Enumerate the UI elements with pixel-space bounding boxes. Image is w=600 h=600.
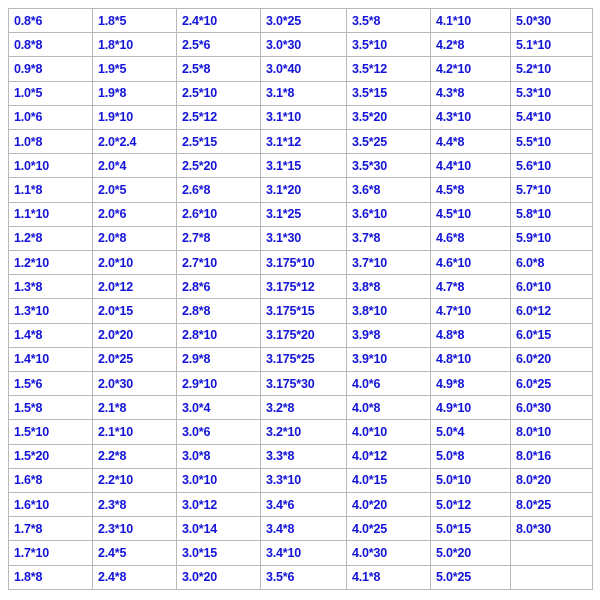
table-cell: 3.0*40 bbox=[261, 57, 347, 81]
table-cell: 3.9*10 bbox=[347, 347, 431, 371]
table-cell: 4.0*6 bbox=[347, 372, 431, 396]
table-cell: 5.1*10 bbox=[511, 33, 593, 57]
table-cell: 4.0*12 bbox=[347, 444, 431, 468]
table-cell: 1.9*5 bbox=[93, 57, 177, 81]
table-cell: 5.0*20 bbox=[431, 541, 511, 565]
table-cell: 2.7*10 bbox=[177, 251, 261, 275]
table-cell: 3.5*25 bbox=[347, 130, 431, 154]
table-cell: 3.5*6 bbox=[261, 565, 347, 589]
table-cell: 6.0*30 bbox=[511, 396, 593, 420]
table-cell: 2.8*6 bbox=[177, 275, 261, 299]
table-cell: 3.5*10 bbox=[347, 33, 431, 57]
table-row bbox=[9, 226, 593, 250]
table-cell: 1.4*10 bbox=[9, 347, 93, 371]
table-cell: 3.175*15 bbox=[261, 299, 347, 323]
table-cell: 5.4*10 bbox=[511, 105, 593, 129]
table-cell: 2.0*25 bbox=[93, 347, 177, 371]
table-cell: 3.6*8 bbox=[347, 178, 431, 202]
table-cell: 4.9*10 bbox=[431, 396, 511, 420]
table-cell: 3.4*10 bbox=[261, 541, 347, 565]
table-row bbox=[9, 372, 593, 396]
table-cell: 2.5*8 bbox=[177, 57, 261, 81]
table-cell: 4.4*10 bbox=[431, 154, 511, 178]
table-row bbox=[9, 420, 593, 444]
table-cell: 4.0*15 bbox=[347, 468, 431, 492]
table-cell: 4.3*8 bbox=[431, 81, 511, 105]
table-cell: 3.0*15 bbox=[177, 541, 261, 565]
table-cell: 4.3*10 bbox=[431, 105, 511, 129]
table-cell: 1.6*8 bbox=[9, 468, 93, 492]
table-cell: 6.0*15 bbox=[511, 323, 593, 347]
table-cell: 2.0*4 bbox=[93, 154, 177, 178]
table-cell: 2.0*30 bbox=[93, 372, 177, 396]
table-cell: 8.0*16 bbox=[511, 444, 593, 468]
table-row bbox=[9, 9, 593, 33]
table-cell: 8.0*30 bbox=[511, 517, 593, 541]
table-row bbox=[9, 565, 593, 589]
table-cell: 3.8*8 bbox=[347, 275, 431, 299]
table-cell: 5.7*10 bbox=[511, 178, 593, 202]
table-cell: 1.0*5 bbox=[9, 81, 93, 105]
table-cell: 6.0*20 bbox=[511, 347, 593, 371]
table-cell: 3.5*15 bbox=[347, 81, 431, 105]
table-cell: 3.175*20 bbox=[261, 323, 347, 347]
table-cell: 4.7*8 bbox=[431, 275, 511, 299]
table-cell-empty bbox=[511, 565, 593, 589]
table-row bbox=[9, 493, 593, 517]
table-cell: 3.1*25 bbox=[261, 202, 347, 226]
table-cell: 1.1*8 bbox=[9, 178, 93, 202]
table-cell: 5.8*10 bbox=[511, 202, 593, 226]
table-cell: 3.1*30 bbox=[261, 226, 347, 250]
table-cell: 3.0*4 bbox=[177, 396, 261, 420]
table-cell: 0.9*8 bbox=[9, 57, 93, 81]
table-cell: 2.5*10 bbox=[177, 81, 261, 105]
table-cell: 3.4*8 bbox=[261, 517, 347, 541]
table-cell: 2.0*15 bbox=[93, 299, 177, 323]
table-cell: 4.8*8 bbox=[431, 323, 511, 347]
table-cell: 3.175*12 bbox=[261, 275, 347, 299]
table-cell: 4.5*10 bbox=[431, 202, 511, 226]
table-row bbox=[9, 347, 593, 371]
table-cell: 3.5*20 bbox=[347, 105, 431, 129]
table-cell: 2.2*8 bbox=[93, 444, 177, 468]
table-cell: 3.0*25 bbox=[261, 9, 347, 33]
table-row bbox=[9, 299, 593, 323]
table-cell: 1.3*8 bbox=[9, 275, 93, 299]
table-cell: 4.0*20 bbox=[347, 493, 431, 517]
table-cell: 1.1*10 bbox=[9, 202, 93, 226]
table-cell: 4.2*10 bbox=[431, 57, 511, 81]
table-cell: 2.0*6 bbox=[93, 202, 177, 226]
table-cell: 3.1*8 bbox=[261, 81, 347, 105]
table-cell: 3.6*10 bbox=[347, 202, 431, 226]
table-cell: 4.6*8 bbox=[431, 226, 511, 250]
size-table-body bbox=[9, 9, 593, 590]
table-cell: 2.1*10 bbox=[93, 420, 177, 444]
table-cell: 4.2*8 bbox=[431, 33, 511, 57]
table-cell: 2.9*10 bbox=[177, 372, 261, 396]
table-cell: 8.0*25 bbox=[511, 493, 593, 517]
table-cell: 2.0*10 bbox=[93, 251, 177, 275]
table-row bbox=[9, 468, 593, 492]
table-cell-empty bbox=[511, 541, 593, 565]
table-cell: 1.2*10 bbox=[9, 251, 93, 275]
table-cell: 2.5*12 bbox=[177, 105, 261, 129]
table-cell: 1.4*8 bbox=[9, 323, 93, 347]
table-row bbox=[9, 154, 593, 178]
table-cell: 4.5*8 bbox=[431, 178, 511, 202]
table-cell: 2.4*5 bbox=[93, 541, 177, 565]
table-cell: 3.0*8 bbox=[177, 444, 261, 468]
table-cell: 5.0*4 bbox=[431, 420, 511, 444]
table-cell: 4.9*8 bbox=[431, 372, 511, 396]
table-cell: 1.0*6 bbox=[9, 105, 93, 129]
table-cell: 1.5*20 bbox=[9, 444, 93, 468]
table-cell: 2.5*15 bbox=[177, 130, 261, 154]
table-cell: 1.5*10 bbox=[9, 420, 93, 444]
table-cell: 3.5*8 bbox=[347, 9, 431, 33]
table-cell: 4.1*8 bbox=[347, 565, 431, 589]
table-cell: 3.3*8 bbox=[261, 444, 347, 468]
table-cell: 3.3*10 bbox=[261, 468, 347, 492]
table-cell: 5.5*10 bbox=[511, 130, 593, 154]
table-cell: 3.2*10 bbox=[261, 420, 347, 444]
table-row bbox=[9, 130, 593, 154]
table-cell: 3.0*12 bbox=[177, 493, 261, 517]
table-cell: 3.175*30 bbox=[261, 372, 347, 396]
table-cell: 1.7*8 bbox=[9, 517, 93, 541]
table-cell: 3.0*14 bbox=[177, 517, 261, 541]
table-cell: 5.0*25 bbox=[431, 565, 511, 589]
table-cell: 2.9*8 bbox=[177, 347, 261, 371]
table-cell: 1.5*8 bbox=[9, 396, 93, 420]
table-cell: 4.4*8 bbox=[431, 130, 511, 154]
table-cell: 1.6*10 bbox=[9, 493, 93, 517]
table-cell: 2.5*20 bbox=[177, 154, 261, 178]
table-row bbox=[9, 251, 593, 275]
table-cell: 2.7*8 bbox=[177, 226, 261, 250]
table-cell: 6.0*8 bbox=[511, 251, 593, 275]
table-cell: 2.3*10 bbox=[93, 517, 177, 541]
table-cell: 5.0*30 bbox=[511, 9, 593, 33]
table-cell: 4.1*10 bbox=[431, 9, 511, 33]
table-cell: 2.8*8 bbox=[177, 299, 261, 323]
table-cell: 1.0*10 bbox=[9, 154, 93, 178]
table-cell: 1.9*10 bbox=[93, 105, 177, 129]
table-cell: 5.3*10 bbox=[511, 81, 593, 105]
table-cell: 6.0*10 bbox=[511, 275, 593, 299]
table-row bbox=[9, 57, 593, 81]
table-cell: 1.3*10 bbox=[9, 299, 93, 323]
table-cell: 0.8*6 bbox=[9, 9, 93, 33]
table-cell: 4.0*8 bbox=[347, 396, 431, 420]
table-cell: 2.4*8 bbox=[93, 565, 177, 589]
table-cell: 2.0*20 bbox=[93, 323, 177, 347]
table-cell: 3.0*20 bbox=[177, 565, 261, 589]
table-cell: 5.0*8 bbox=[431, 444, 511, 468]
table-cell: 8.0*10 bbox=[511, 420, 593, 444]
table-cell: 5.6*10 bbox=[511, 154, 593, 178]
table-cell: 5.2*10 bbox=[511, 57, 593, 81]
table-cell: 2.0*12 bbox=[93, 275, 177, 299]
table-cell: 1.7*10 bbox=[9, 541, 93, 565]
table-cell: 2.0*2.4 bbox=[93, 130, 177, 154]
table-row bbox=[9, 202, 593, 226]
table-row bbox=[9, 178, 593, 202]
table-cell: 1.8*5 bbox=[93, 9, 177, 33]
table-cell: 3.0*10 bbox=[177, 468, 261, 492]
table-cell: 3.5*12 bbox=[347, 57, 431, 81]
table-cell: 4.0*10 bbox=[347, 420, 431, 444]
table-cell: 3.175*10 bbox=[261, 251, 347, 275]
table-row bbox=[9, 444, 593, 468]
table-cell: 1.2*8 bbox=[9, 226, 93, 250]
table-cell: 6.0*25 bbox=[511, 372, 593, 396]
table-row bbox=[9, 275, 593, 299]
table-cell: 3.1*10 bbox=[261, 105, 347, 129]
table-cell: 3.7*8 bbox=[347, 226, 431, 250]
table-cell: 1.8*10 bbox=[93, 33, 177, 57]
table-cell: 2.3*8 bbox=[93, 493, 177, 517]
table-cell: 5.0*10 bbox=[431, 468, 511, 492]
table-cell: 4.0*25 bbox=[347, 517, 431, 541]
table-cell: 1.0*8 bbox=[9, 130, 93, 154]
table-cell: 4.7*10 bbox=[431, 299, 511, 323]
table-cell: 3.1*15 bbox=[261, 154, 347, 178]
table-cell: 8.0*20 bbox=[511, 468, 593, 492]
table-row bbox=[9, 33, 593, 57]
table-cell: 2.0*8 bbox=[93, 226, 177, 250]
table-cell: 2.1*8 bbox=[93, 396, 177, 420]
table-cell: 3.8*10 bbox=[347, 299, 431, 323]
table-cell: 3.4*6 bbox=[261, 493, 347, 517]
table-row bbox=[9, 105, 593, 129]
table-cell: 3.9*8 bbox=[347, 323, 431, 347]
table-cell: 4.0*30 bbox=[347, 541, 431, 565]
table-cell: 3.175*25 bbox=[261, 347, 347, 371]
table-cell: 2.2*10 bbox=[93, 468, 177, 492]
table-cell: 4.6*10 bbox=[431, 251, 511, 275]
table-cell: 5.0*15 bbox=[431, 517, 511, 541]
table-row bbox=[9, 517, 593, 541]
table-row bbox=[9, 541, 593, 565]
table-cell: 1.8*8 bbox=[9, 565, 93, 589]
table-cell: 2.6*8 bbox=[177, 178, 261, 202]
table-cell: 2.6*10 bbox=[177, 202, 261, 226]
table-cell: 6.0*12 bbox=[511, 299, 593, 323]
table-cell: 5.0*12 bbox=[431, 493, 511, 517]
table-cell: 3.0*6 bbox=[177, 420, 261, 444]
table-cell: 1.9*8 bbox=[93, 81, 177, 105]
table-cell: 3.7*10 bbox=[347, 251, 431, 275]
table-cell: 2.8*10 bbox=[177, 323, 261, 347]
table-cell: 3.0*30 bbox=[261, 33, 347, 57]
table-cell: 1.5*6 bbox=[9, 372, 93, 396]
table-cell: 3.1*20 bbox=[261, 178, 347, 202]
table-cell: 2.0*5 bbox=[93, 178, 177, 202]
table-cell: 3.1*12 bbox=[261, 130, 347, 154]
table-cell: 4.8*10 bbox=[431, 347, 511, 371]
table-cell: 3.5*30 bbox=[347, 154, 431, 178]
table-cell: 2.4*10 bbox=[177, 9, 261, 33]
table-row bbox=[9, 396, 593, 420]
table-cell: 0.8*8 bbox=[9, 33, 93, 57]
table-cell: 5.9*10 bbox=[511, 226, 593, 250]
table-row bbox=[9, 81, 593, 105]
size-table bbox=[8, 8, 593, 590]
table-row bbox=[9, 323, 593, 347]
table-cell: 2.5*6 bbox=[177, 33, 261, 57]
table-cell: 3.2*8 bbox=[261, 396, 347, 420]
